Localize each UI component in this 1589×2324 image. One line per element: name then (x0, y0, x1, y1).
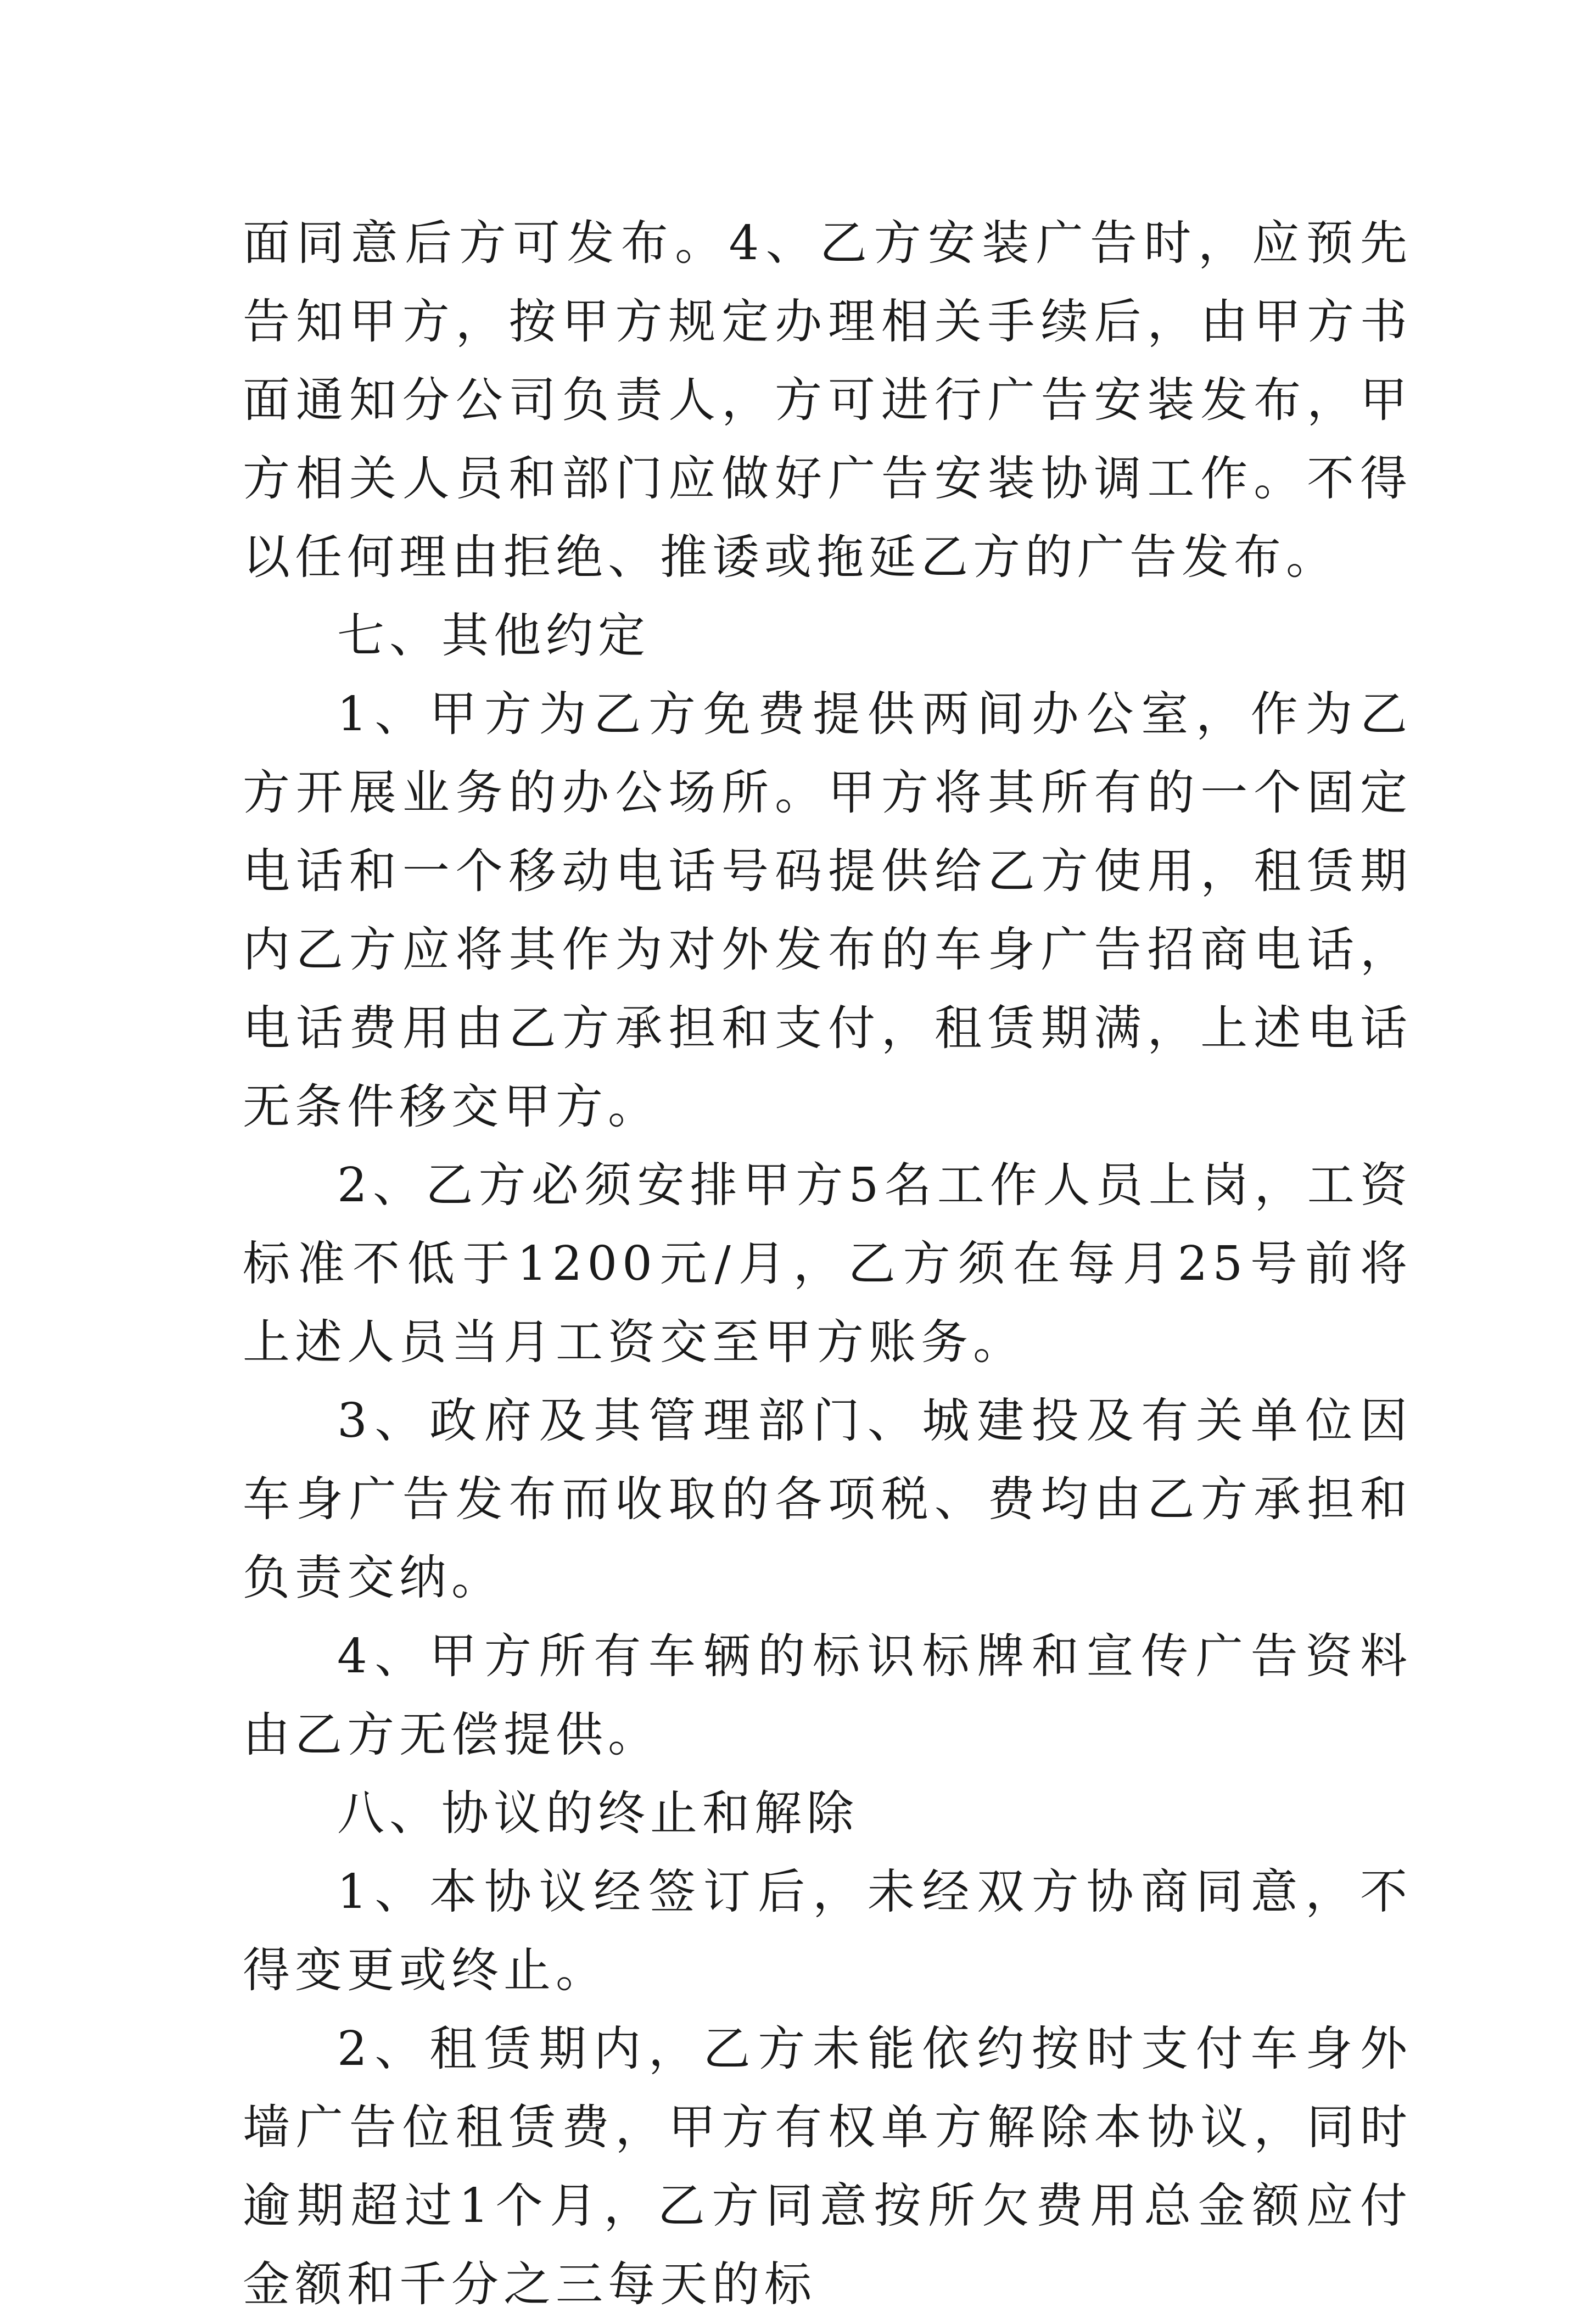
paragraph-continuation: 面同意后方可发布。4、乙方安装广告时，应预先告知甲方，按甲方规定办理相关手续后，由甲方书面通知分公司负责人，方可进行广告安装发布，甲方相关人员和部门应做好广告安装协调工作。不得以任何理由拒绝、推诿或拖延乙方的广告发布。 (243, 216, 1412, 585)
clause-8-1: 1、本协议经签订后，未经双方协商同意，不得变更或终止。 (243, 1864, 1412, 1998)
clause-8-2: 2、租赁期内，乙方未能依约按时支付车身外墙广告位租赁费，甲方有权单方解除本协议，同时逾期超过1个月，乙方同意按所欠费用总金额应付金额和千分之三每天的标 (243, 2021, 1412, 2312)
document-body (243, 204, 1412, 2324)
clause-7-2: 2、乙方必须安排甲方5名工作人员上岗，工资标准不低于1200元/月，乙方须在每月25号前将上述人员当月工资交至甲方账务。 (243, 1158, 1412, 1370)
section-heading-7: 七、其他约定 (337, 608, 650, 663)
clause-7-1: 1、甲方为乙方免费提供两间办公室，作为乙方开展业务的办公场所。甲方将其所有的一个固定电话和一个移动电话号码提供给乙方使用，租赁期内乙方应将其作为对外发布的车身广告招商电话，电话费用由乙方承担和支付，租赁期满，上述电话无条件移交甲方。 (243, 687, 1412, 1134)
clause-7-3: 3、政府及其管理部门、城建投及有关单位因车身广告发布而收取的各项税、费均由乙方承担和负责交纳。 (243, 1393, 1412, 1605)
section-heading-8: 八、协议的终止和解除 (337, 1786, 859, 1841)
clause-7-4: 4、甲方所有车辆的标识标牌和宣传广告资料由乙方无偿提供。 (243, 1629, 1412, 1762)
